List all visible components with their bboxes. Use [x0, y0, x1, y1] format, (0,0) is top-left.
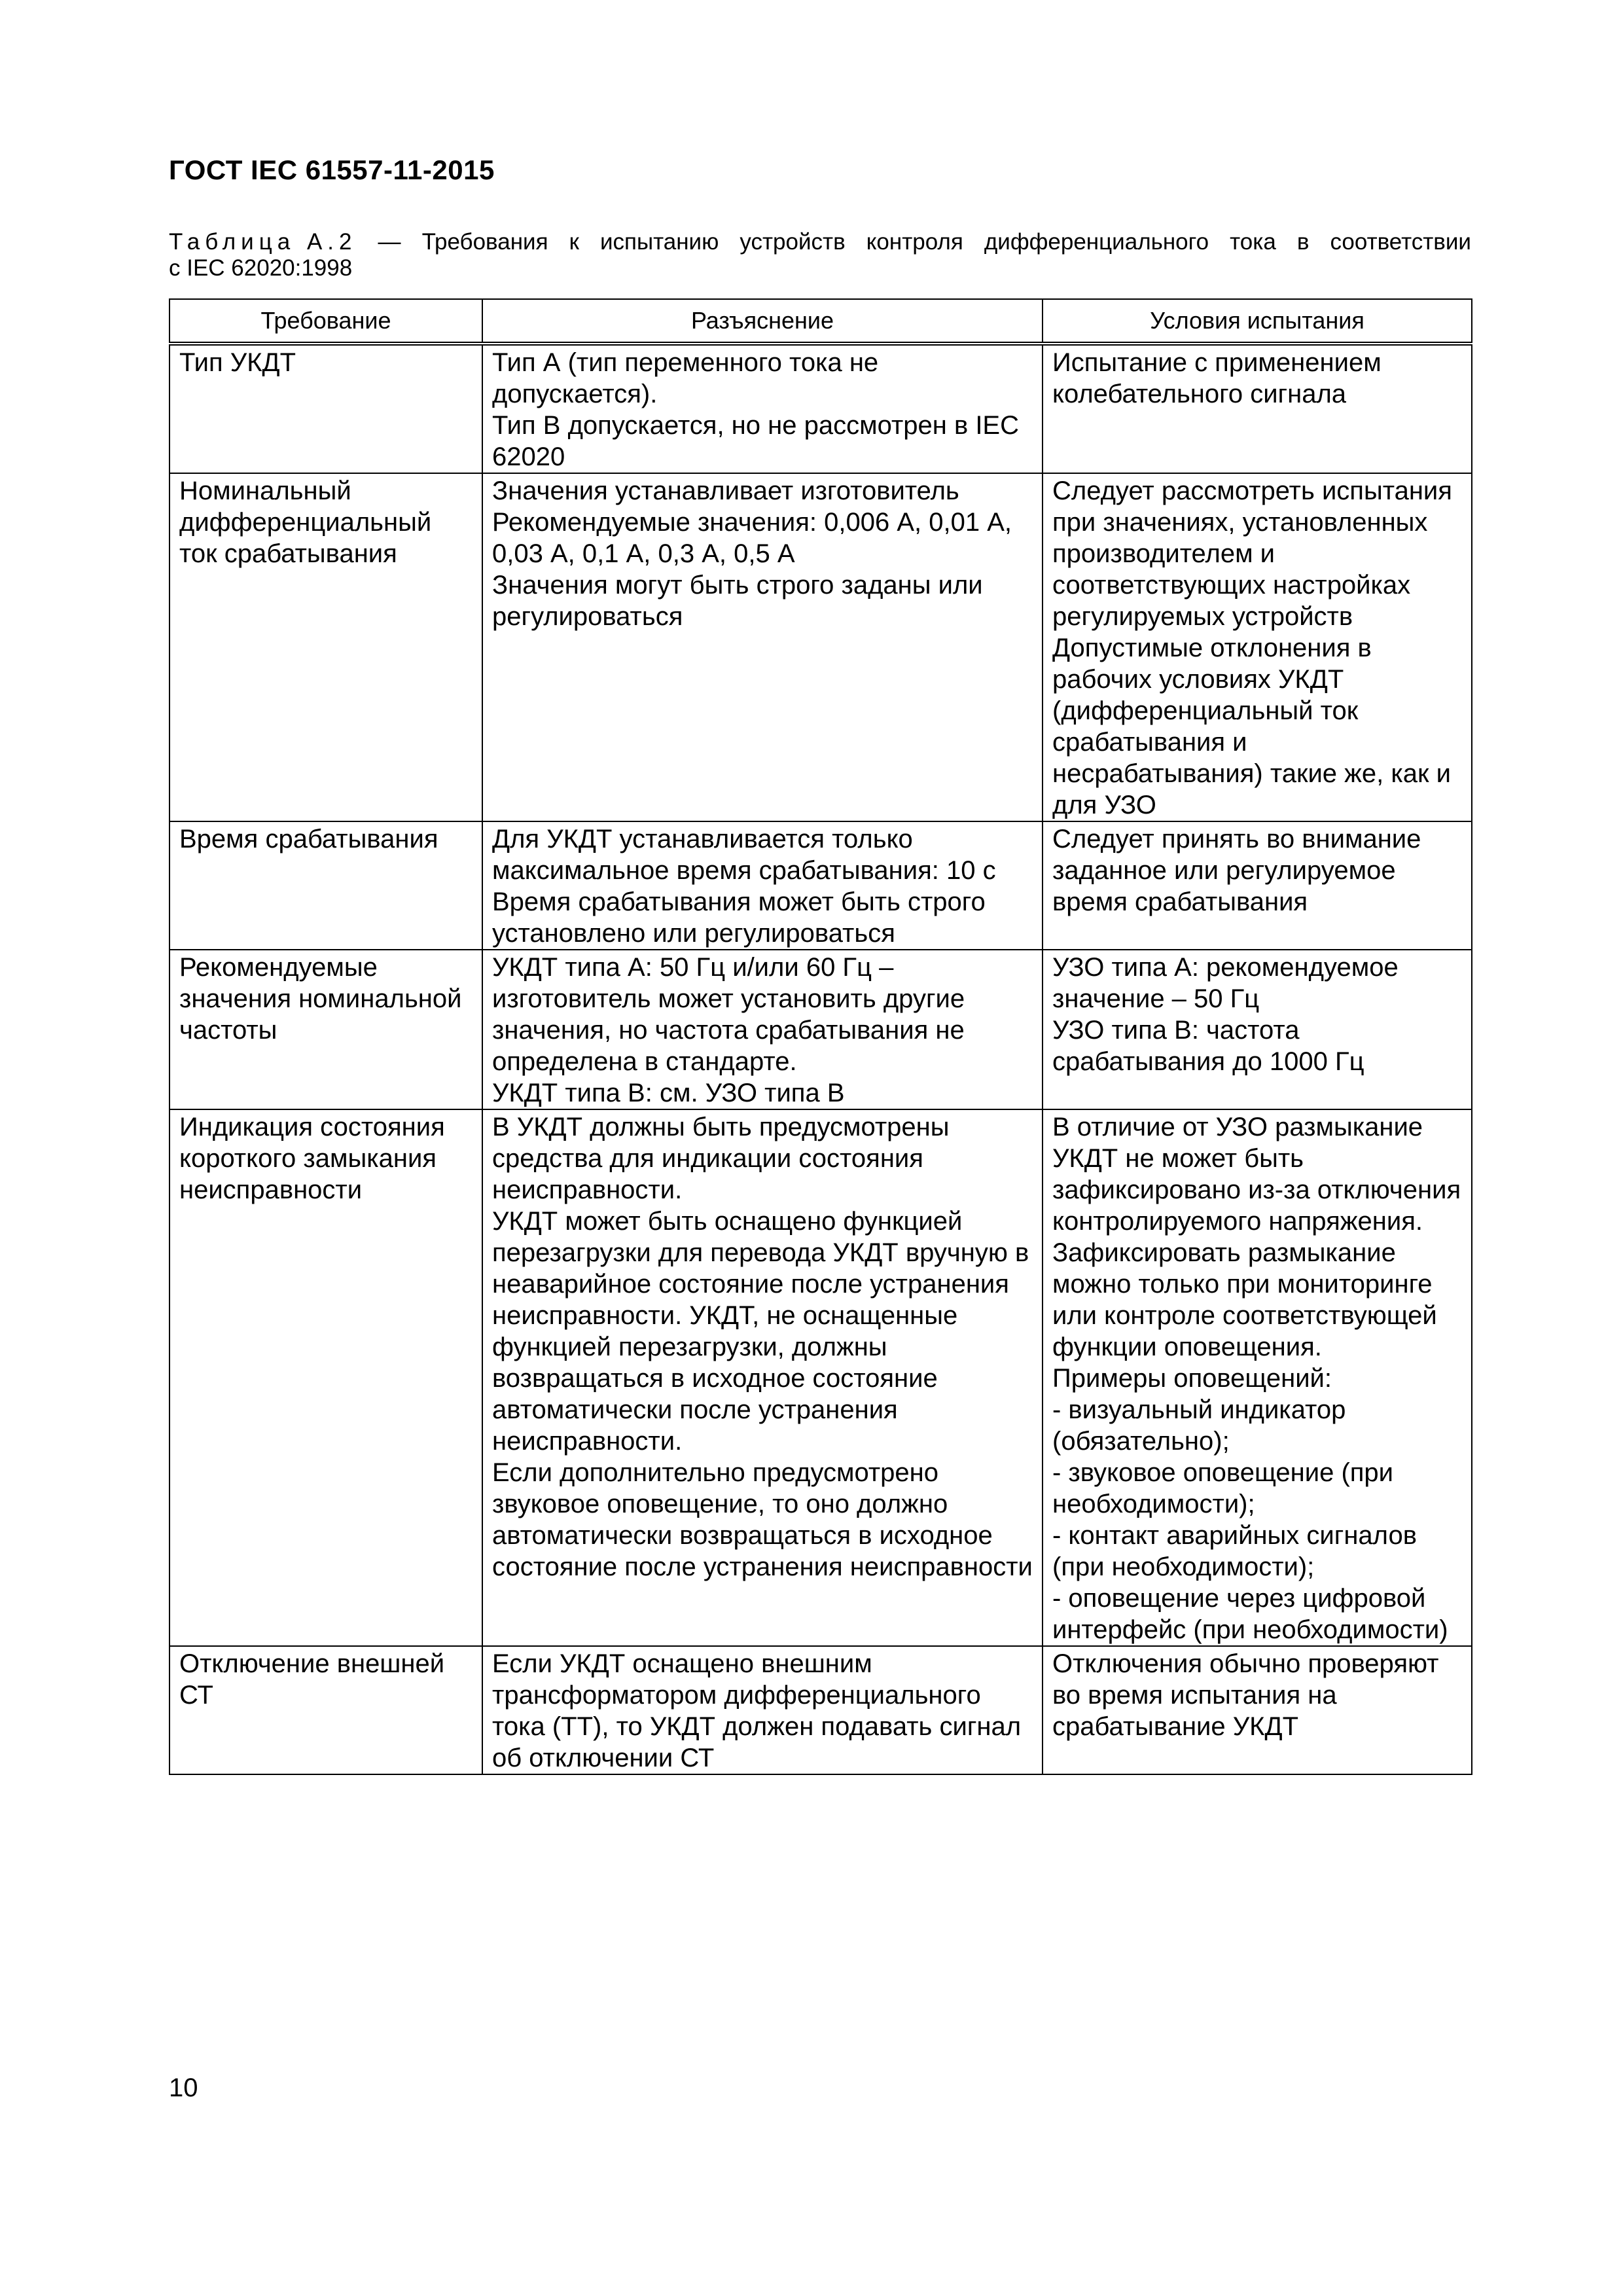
cell-explanation	[482, 344, 1043, 473]
requirements-table	[169, 298, 1472, 1775]
cell-text: Отключения обычно проверяют во время испытания на срабатывание УКДТ	[1052, 1649, 1439, 1741]
cell-text: УЗО типа А: рекомендуемое значение – 50 Гц УЗО типа В: частота срабатывания до 1000 Гц	[1052, 953, 1399, 1076]
caption-word: Требования	[421, 229, 548, 255]
caption-word: в	[1296, 229, 1310, 255]
cell-conditions	[1043, 473, 1472, 821]
caption-word: устройств	[740, 229, 846, 255]
table-row	[169, 344, 1472, 473]
cell-conditions	[1043, 1109, 1472, 1646]
table-header-row	[169, 299, 1472, 344]
caption-word: контроля	[866, 229, 963, 255]
caption-line-1	[169, 229, 1471, 255]
column-header-explanation: Разъяснение	[482, 299, 1043, 344]
cell-text: Для УКДТ устанавливается только максимальное время срабатывания: 10 с Время срабатывания может быть строго установлено или регулироваться	[492, 825, 996, 948]
cell-text: Испытание с применением колебательного сигнала	[1052, 348, 1382, 408]
cell-text: Следует рассмотреть испытания при значениях, установленных производителем и соответствующих настройках регулируемых устройств Допустимые отклонения в рабочих условиях УКДТ (дифференциальный ток срабатывания и несрабатывания) такие же, как и для УЗО	[1052, 476, 1452, 819]
cell-explanation	[482, 950, 1043, 1109]
cell-text: В отличие от УЗО размыкание УКДТ не может быть зафиксировано из-за отключения контролируемого напряжения. Зафиксировать размыкание можно только при мониторинге или контроле соответствующей функции оповещения. Примеры оповещений: - визуальный индикатор (обязательно); - звуковое оповещение (при необходимости); - контакт аварийных сигналов (при необходимости); - оповещение через цифровой интерфейс (при необходимости)	[1052, 1113, 1461, 1644]
caption-line-2: с IEC 62020:1998	[169, 255, 353, 281]
table-caption	[169, 229, 1471, 281]
page-number: 10	[169, 2073, 198, 2102]
column-header-requirement: Требование	[169, 299, 482, 344]
cell-requirement	[169, 1109, 482, 1646]
cell-text: В УКДТ должны быть предусмотрены средства для индикации состояния неисправности. УКДТ может быть оснащено функцией перезагрузки для перевода УКДТ вручную в неаварийное состояние после устранения неисправности. УКДТ, не оснащенные функцией перезагрузки, должны возвращаться в исходное состояние автоматически после устранения неисправности. Если дополнительно предусмотрено звуковое оповещение, то оно должно автоматически возвращаться в исходное состояние после устранения неисправности	[492, 1113, 1033, 1581]
cell-text: УКДТ типа А: 50 Гц и/или 60 Гц – изготовитель может установить другие значения, но частота срабатывания не определена в стандарте. УКДТ типа В: см. УЗО типа В	[492, 953, 965, 1107]
caption-word: тока	[1230, 229, 1276, 255]
cell-explanation	[482, 821, 1043, 950]
table-row	[169, 1109, 1472, 1646]
cell-explanation	[482, 1109, 1043, 1646]
table-row	[169, 1646, 1472, 1774]
cell-text: Время срабатывания	[179, 825, 438, 853]
table-row	[169, 473, 1472, 821]
column-header-conditions: Условия испытания	[1043, 299, 1472, 344]
caption-word: соответствии	[1330, 229, 1471, 255]
table-row	[169, 950, 1472, 1109]
cell-text: Номинальный дифференциальный ток срабатывания	[179, 476, 432, 568]
caption-word: к	[569, 229, 579, 255]
caption-dash: —	[378, 229, 401, 255]
cell-text: Тип УКДТ	[179, 348, 296, 377]
cell-conditions	[1043, 344, 1472, 473]
cell-explanation	[482, 473, 1043, 821]
table-row	[169, 821, 1472, 950]
cell-requirement	[169, 1646, 482, 1774]
cell-requirement	[169, 950, 482, 1109]
cell-text: Индикация состояния короткого замыкания неисправности	[179, 1113, 445, 1204]
cell-text: Тип А (тип переменного тока не допускается). Тип В допускается, но не рассмотрен в IEC 62020	[492, 348, 1019, 471]
caption-label: Таблица А.2	[169, 229, 357, 255]
cell-requirement	[169, 473, 482, 821]
cell-text: Значения устанавливает изготовитель Рекомендуемые значения: 0,006 А, 0,01 А, 0,03 А, 0,1 А, 0,3 А, 0,5 А Значения могут быть строго заданы или регулироваться	[492, 476, 1012, 631]
caption-word: испытанию	[599, 229, 719, 255]
cell-explanation	[482, 1646, 1043, 1774]
caption-word: дифференциального	[984, 229, 1209, 255]
document-code: ГОСТ IEC 61557-11-2015	[169, 154, 495, 185]
cell-text: Отключение внешней СТ	[179, 1649, 445, 1710]
cell-text: Следует принять во внимание заданное или регулируемое время срабатывания	[1052, 825, 1421, 916]
cell-requirement	[169, 821, 482, 950]
cell-text: Если УКДТ оснащено внешним трансформатором дифференциального тока (ТТ), то УКДТ должен подавать сигнал об отключении СТ	[492, 1649, 1022, 1772]
cell-requirement	[169, 344, 482, 473]
cell-text: Рекомендуемые значения номинальной частоты	[179, 953, 462, 1045]
cell-conditions	[1043, 1646, 1472, 1774]
cell-conditions	[1043, 821, 1472, 950]
cell-conditions	[1043, 950, 1472, 1109]
